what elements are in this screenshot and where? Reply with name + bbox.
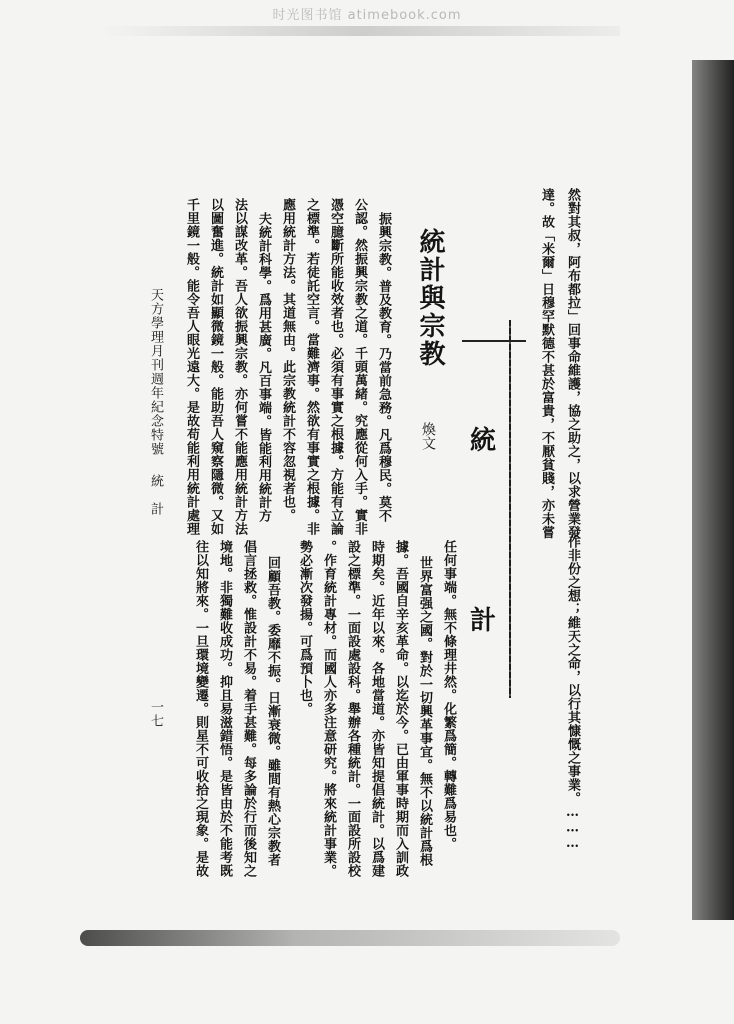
scan-smudge-top	[100, 26, 620, 36]
carryover-line-1: 然對其叔，阿布都拉」回事命維護，協之助之，以求營業發	[565, 188, 580, 539]
carryover-line-2: 達。故「米爾」日穆罕默德不甚於富貴，不厭貧賤，亦未嘗	[539, 188, 554, 539]
section-line-3: 據。吾國自辛亥革命。以迄於今。已由軍事時期而入訓政	[393, 540, 408, 878]
article-line-3: 憑空臆斷所能收效者也。必須有事實之根據。方能有立論	[328, 198, 343, 536]
article-author: 煥文	[420, 422, 436, 450]
section-line-4: 時期矣。近年以來。各地當道。亦皆知提倡統計。以爲建	[369, 540, 384, 878]
section-heading-char-2: 計	[470, 606, 497, 636]
article-line-6: 夫統計科學。爲用甚廣。凡百事端。皆能利用統計方	[256, 212, 271, 523]
section-line-10: 境地。非獨難收成功。抑且易滋錯悟。是皆由於不能考既	[217, 540, 232, 878]
section-line-1: 任何事端。無不條理井然。化繁爲簡。轉難爲易也。	[441, 540, 456, 851]
section-line-5: 設之標準。一面設處設科。舉辦各種統計。一面設所設校	[345, 540, 360, 878]
publication-title: 天方學理月刊週年紀念特號	[148, 288, 163, 456]
section-line-8: 回顧吾教。委靡不振。日漸衰微。雖間有熱心宗教者	[265, 556, 280, 867]
section-heading-char-1: 統	[470, 426, 497, 456]
article-title: 統計與宗教	[415, 228, 445, 368]
section-divider-rule	[509, 320, 511, 698]
carryover-continuation: 作非份之想；維天之命，以行其慷慨之事業。………	[565, 535, 580, 852]
page-number: 一七	[148, 700, 163, 728]
section-line-2: 世界富强之國。對於一切興革事宜。無不以統計爲根	[417, 556, 432, 867]
scan-smudge-bottom	[80, 930, 620, 946]
section-line-9: 倡言拯救。惟設計不易。着手甚難。每多論於行而後知之	[241, 540, 256, 878]
watermark: 时光图书馆 atimebook.com	[272, 8, 462, 23]
article-line-5: 應用統計方法。其道無由。此宗教統計不容忽視者也。	[280, 198, 295, 522]
footer-section-name: 統 計	[148, 474, 163, 516]
article-line-1: 振興宗教。普及教育。乃當前急務。凡爲穆民。莫不	[376, 212, 391, 523]
article-line-4: 之標準。若徒託空言。當難濟事。然欲有事實之根據。非	[304, 198, 319, 536]
article-line-9: 千里鏡一般。能令吾人眼光遠大。是故苟能利用統計處理	[184, 198, 199, 536]
article-line-8: 以圖奮進。統計如顯微鏡一般。能助吾人窺察隱微。又如	[208, 198, 223, 536]
section-divider-crossbar	[462, 340, 526, 342]
section-line-11: 往以知將來。一旦環境變遷。則星不可收拾之現象。是故	[193, 540, 208, 878]
section-line-7: 勢必漸次發揚。可爲預卜也。	[297, 540, 312, 716]
section-line-6: 。作育統計專材。而國人亦多注意研究。將來統計事業。	[321, 540, 336, 878]
article-line-7: 法以謀改革。吾人欲振興宗教。亦何嘗不能應用統計方法	[232, 198, 247, 536]
scan-edge-shadow	[692, 60, 734, 920]
article-line-2: 公認。然振興宗教之道。千頭萬緒。究應從何入手。實非	[352, 198, 367, 536]
